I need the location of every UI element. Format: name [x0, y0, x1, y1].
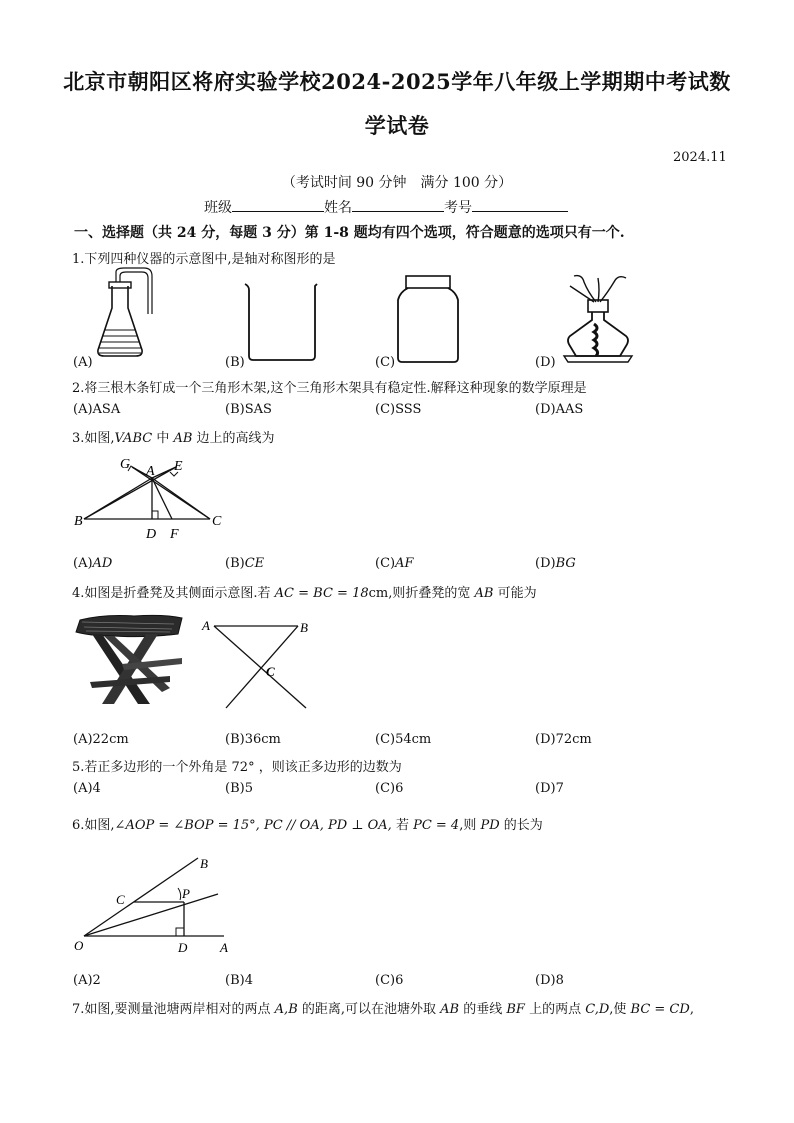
label-a: A: [146, 464, 155, 479]
label-f: F: [170, 527, 179, 542]
q3-stem: 3.如图,VABC 中 AB 边上的高线为: [72, 431, 275, 446]
q4-option-d[interactable]: (D)72cm: [535, 732, 592, 747]
q2-option-d[interactable]: (D)AAS: [535, 402, 584, 417]
q7-stem: 7.如图,要测量池塘两岸相对的两点 A,B 的距离,可以在池塘外取 AB 的垂线 BF 上的两点 C,D,使 BC = CD,: [72, 1002, 694, 1017]
q5-option-d[interactable]: (D)7: [535, 781, 564, 796]
label-o: O: [74, 938, 84, 953]
label-c: C: [116, 892, 125, 907]
q2-stem: 2.将三根木条钉成一个三角形木架,这个三角形木架具有稳定性.解释这种现象的数学原理是: [72, 381, 587, 396]
label-a: A: [202, 618, 210, 633]
q6-stem: 6.如图,∠AOP = ∠BOP = 15°, PC // OA, PD ⊥ OA, 若 PC = 4,则 PD 的长为: [72, 818, 543, 833]
q4-option-b[interactable]: (B)36cm: [225, 732, 281, 747]
beaker-figure: [243, 282, 323, 362]
class-label: 班级: [204, 200, 232, 216]
jar-figure: [396, 274, 460, 364]
label-e: E: [174, 459, 183, 474]
flask-figure: [90, 278, 160, 364]
label-a: A: [220, 940, 228, 955]
q1-option-a[interactable]: (A): [73, 355, 93, 370]
q3-option-a[interactable]: (A)AD: [73, 556, 113, 571]
label-b: B: [300, 620, 308, 635]
label-d: D: [178, 940, 188, 955]
name-field[interactable]: [352, 199, 444, 212]
q5-option-c[interactable]: (C)6: [375, 781, 404, 796]
id-field[interactable]: [472, 199, 568, 212]
q4-option-c[interactable]: (C)54cm: [375, 732, 432, 747]
q2-option-b[interactable]: (B)SAS: [225, 402, 272, 417]
id-label: 考号: [444, 200, 472, 216]
q4-stem: 4.如图是折叠凳及其侧面示意图.若 AC = BC = 18cm,则折叠凳的宽 AB 可能为: [72, 586, 537, 601]
q6-option-d[interactable]: (D)8: [535, 973, 564, 988]
label-g: G: [120, 457, 131, 472]
page-title: 北京市朝阳区将府实验学校2024-2025学年八年级上学期期中考试数: [63, 69, 731, 94]
label-b: B: [74, 514, 83, 529]
q5-stem: 5.若正多边形的一个外角是 72° ，则该正多边形的边数为: [72, 760, 402, 775]
q3-option-d[interactable]: (D)BG: [535, 556, 576, 571]
stool-side-diagram: [200, 616, 320, 716]
angle-bisector-figure: [74, 852, 244, 956]
q6-option-b[interactable]: (B)4: [225, 973, 253, 988]
lamp-figure: [556, 272, 640, 364]
label-p: P: [182, 886, 190, 901]
q2-option-a[interactable]: (A)ASA: [73, 402, 121, 417]
q6-option-c[interactable]: (C)6: [375, 973, 404, 988]
label-b: B: [200, 856, 208, 871]
folding-stool-figure: [74, 612, 186, 710]
q3-option-c[interactable]: (C)AF: [375, 556, 414, 571]
student-info-row: [204, 197, 568, 217]
q5-option-a[interactable]: (A)4: [73, 781, 101, 796]
name-label: 姓名: [324, 200, 352, 216]
q2-option-c[interactable]: (C)SSS: [375, 402, 422, 417]
q3-option-b[interactable]: (B)CE: [225, 556, 265, 571]
section-heading: 一、选择题（共 24 分，每题 3 分）第 1-8 题均有四个选项，符合题意的选项只有一个.: [74, 225, 625, 241]
class-field[interactable]: [232, 199, 324, 212]
q1-option-b[interactable]: (B): [225, 355, 245, 370]
label-d: D: [146, 527, 157, 542]
label-c: C: [212, 514, 222, 529]
exam-info: （考试时间 90 分钟 满分 100 分）: [281, 175, 513, 191]
q1-option-c[interactable]: (C): [375, 355, 396, 370]
q1-option-d[interactable]: (D): [535, 355, 556, 370]
page-title-line2: 学试卷: [364, 113, 430, 138]
triangle-abc-figure: [74, 456, 234, 542]
exam-date: 2024.11: [673, 150, 727, 165]
label-c: C: [266, 664, 275, 679]
q6-option-a[interactable]: (A)2: [73, 973, 101, 988]
q4-option-a[interactable]: (A)22cm: [73, 732, 129, 747]
q5-option-b[interactable]: (B)5: [225, 781, 253, 796]
q1-stem: 1.下列四种仪器的示意图中,是轴对称图形的是: [72, 252, 336, 267]
